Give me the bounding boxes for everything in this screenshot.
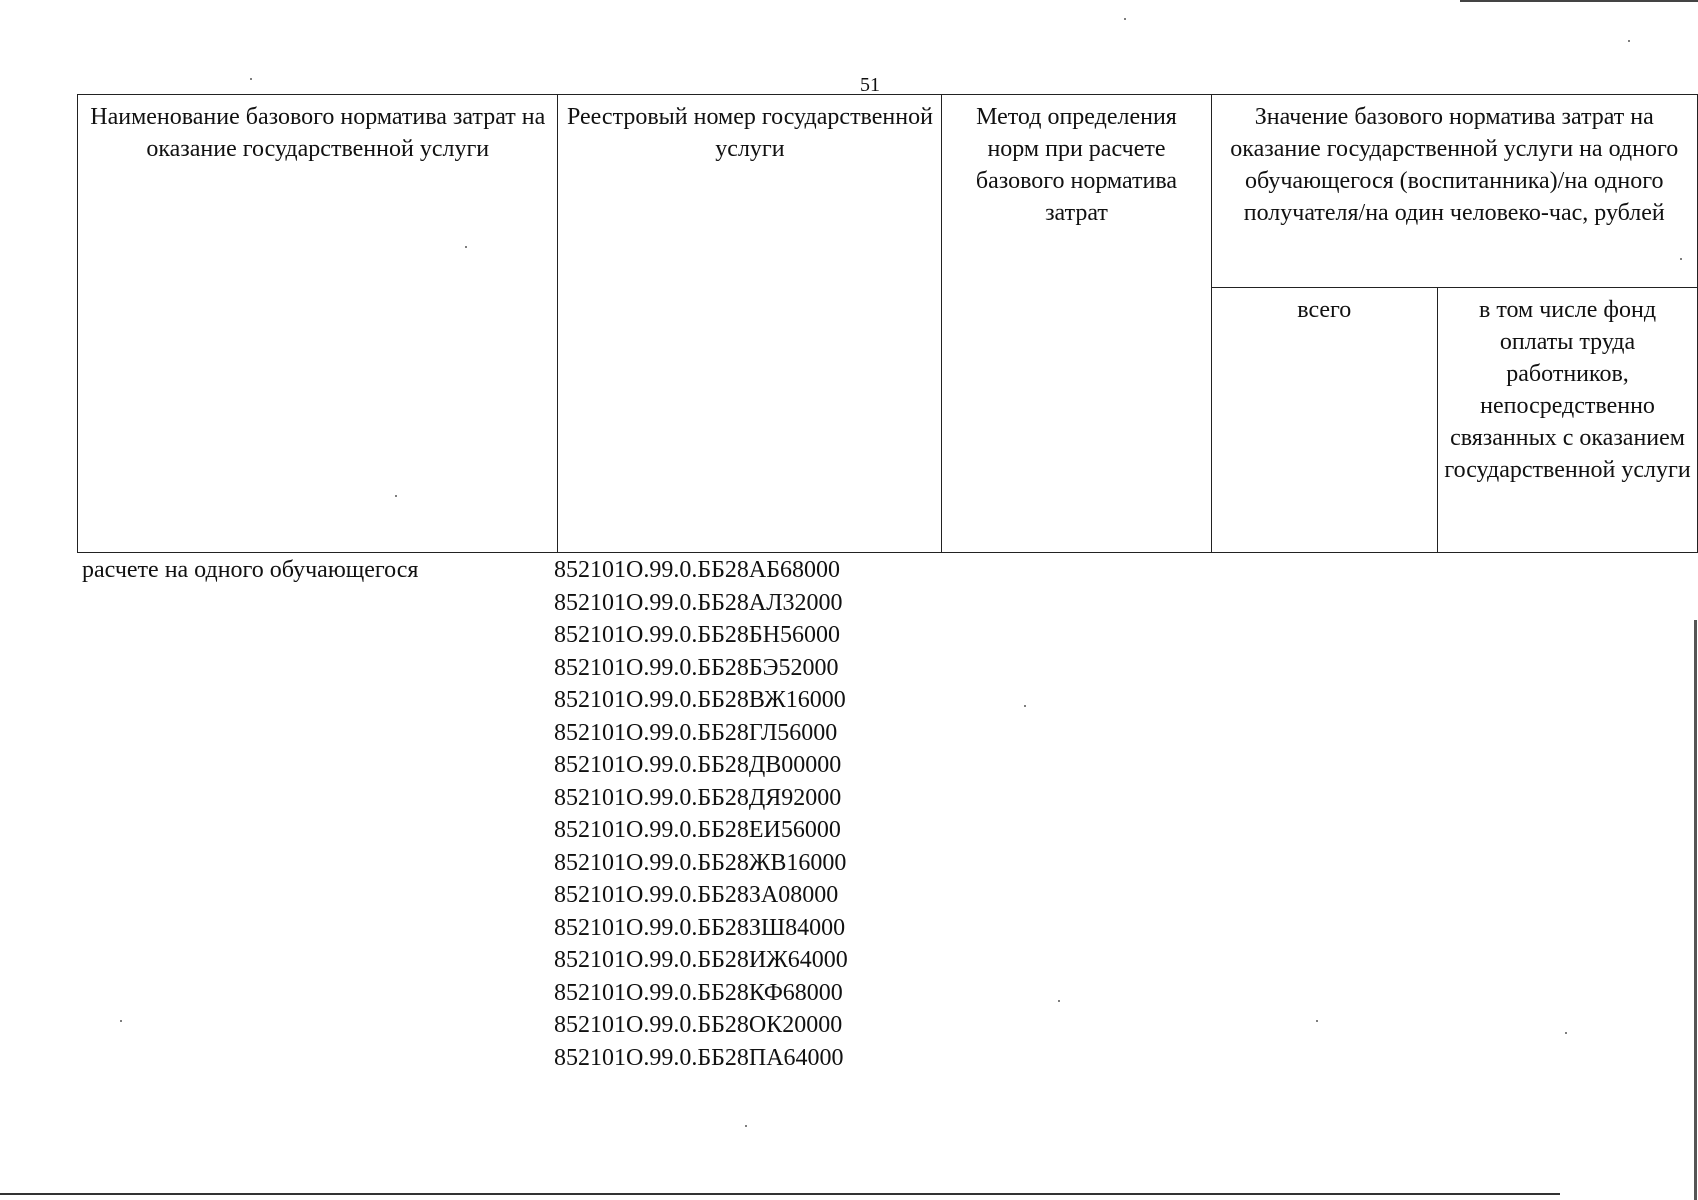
registry-code: 852101О.99.0.ББ28ЖВ16000 [554,849,847,876]
scan-speck [1024,705,1026,707]
header-method: Метод определения норм при расчете базового норматива затрат [942,95,1211,553]
scan-speck [120,1020,122,1022]
scan-speck [250,78,252,80]
header-total: всего [1211,288,1438,553]
registry-code: 852101О.99.0.ББ28ЗА08000 [554,882,839,908]
registry-code: 852101О.99.0.ББ28АБ68000 [554,557,841,583]
scan-speck [1124,18,1126,20]
scan-speck [745,1125,747,1127]
scan-speck [1058,1000,1060,1002]
scan-speck [395,495,397,497]
row-label: расчете на одного обучающегося [82,557,419,583]
scan-speck [465,246,467,248]
scan-speck [1628,40,1630,42]
registry-code: 852101О.99.0.ББ28АЛ32000 [554,589,843,616]
cost-norm-table [77,94,1698,553]
scan-speck [1680,258,1682,260]
registry-code: 852101О.99.0.ББ28ИЖ64000 [554,947,848,973]
scan-edge-bottom [0,1193,1560,1195]
registry-code: 852101О.99.0.ББ28ПА64000 [554,1044,844,1071]
registry-code: 852101О.99.0.ББ28КФ68000 [554,979,843,1006]
header-wage-fund: в том числе фонд оплаты труда работников, непосредственно связанных с оказанием государственной услуги [1438,288,1698,553]
registry-code: 852101О.99.0.ББ28БН56000 [554,622,841,648]
scan-edge-top [1460,0,1698,2]
registry-code: 852101О.99.0.ББ28ВЖ16000 [554,687,846,713]
page-number: 51 [860,74,880,96]
registry-code: 852101О.99.0.ББ28ЕИ56000 [554,817,841,843]
registry-code: 852101О.99.0.ББ28БЭ52000 [554,654,839,681]
registry-code-list [554,554,848,1074]
registry-code: 852101О.99.0.ББ28ГЛ56000 [554,719,838,746]
header-registry-number: Реестровый номер государственной услуги [558,95,942,553]
registry-code: 852101О.99.0.ББ28ОК20000 [554,1012,843,1038]
registry-code: 852101О.99.0.ББ28ЗШ84000 [554,914,846,941]
registry-code: 852101О.99.0.ББ28ДЯ92000 [554,784,842,811]
scan-edge-right [1694,620,1697,1200]
header-cost-norm-name: Наименование базового норматива затрат на оказание государственной услуги [78,95,558,553]
header-norm-value: Значение базового норматива затрат на оказание государственной услуги на одного обучающегося (воспитанника)/на одного получателя/на один человеко-час, рублей [1211,95,1698,288]
registry-code: 852101О.99.0.ББ28ДВ00000 [554,752,842,778]
scan-speck [1565,1032,1567,1034]
scan-speck [1316,1020,1318,1022]
